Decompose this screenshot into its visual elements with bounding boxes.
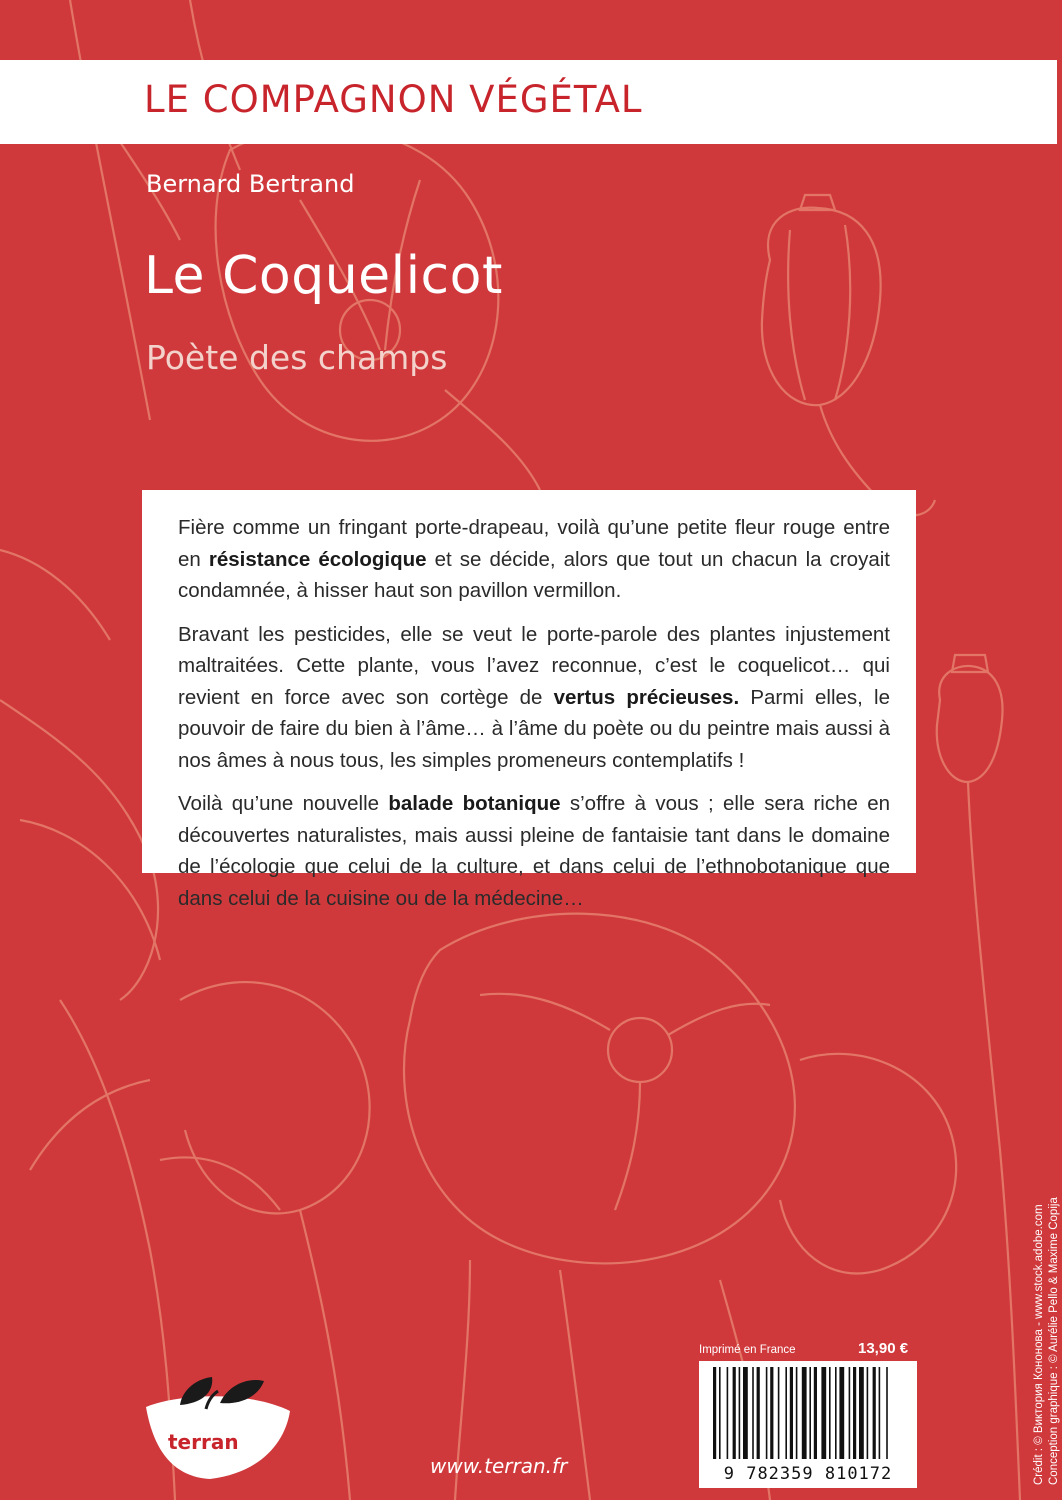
blurb-highlight: balade botanique [388, 792, 561, 815]
printed-in-label: Imprimé en France [699, 1344, 796, 1356]
blurb-panel [142, 490, 916, 910]
author-name: Bernard Bertrand [146, 170, 355, 198]
isbn-number: 9 782359 810172 [723, 1464, 893, 1484]
blurb-highlight: résistance écologique [208, 547, 427, 571]
blurb-text-run: Bravant les pesticides, elle se veut le porte-parole des plantes injustement maltraitées. Cette plante, vous l’avez reconnue, c’est le coquelicot… qui revient en force avec son cortège de [178, 622, 890, 709]
blurb-text-run: Voilà qu’une nouvelle [178, 792, 389, 815]
publisher-website[interactable]: www.terran.fr [430, 1454, 568, 1478]
image-credit: Crédit : © Виктория Кононова - www.stock.adobe.com [1033, 1204, 1045, 1485]
barcode-panel [699, 1361, 917, 1488]
blurb-paragraph-1 [178, 512, 890, 607]
book-title: Le Coquelicot [144, 246, 503, 306]
price-label: 13,90 € [858, 1340, 909, 1357]
series-title: LE COMPAGNON VÉGÉTAL [144, 78, 643, 121]
blurb-text-run: Parmi elles, le pouvoir de faire du bien à l’âme… à l’âme du poète ou du peintre mais aussi à nos âmes à nous tous, les simples promeneurs contemplatifs ! [178, 685, 891, 772]
credits-block [1032, 1197, 1062, 1485]
blurb-text-run: et se décide, alors que tout un chacun la croyait condamnée, à hisser haut son pavillon vermillon. [178, 547, 890, 602]
blurb-paragraph-3 [178, 788, 890, 914]
book-subtitle: Poète des champs [146, 338, 448, 377]
design-credit: Conception graphique : © Aurélie Pello & Maxime Copija [1048, 1197, 1060, 1485]
barcode-icon [699, 1361, 917, 1465]
leaf-logo-icon [140, 1373, 296, 1483]
blurb-highlight: vertus précieuses. [553, 685, 740, 709]
blurb-text [178, 512, 890, 926]
publisher-logo-text: terran [168, 1430, 239, 1454]
blurb-text-run: s’offre à vous ; elle sera riche en découvertes naturalistes, mais aussi pleine de fantaisie tant dans le domaine de l’écologie que celui de la culture, et dans celui de l’ethnobotanique que dans celui de la cuisine ou de la médecine… [178, 792, 890, 910]
blurb-text-run: Fière comme un fringant porte-drapeau, voilà qu’une petite fleur rouge entre en [178, 516, 890, 571]
blurb-paragraph-2 [178, 619, 890, 777]
